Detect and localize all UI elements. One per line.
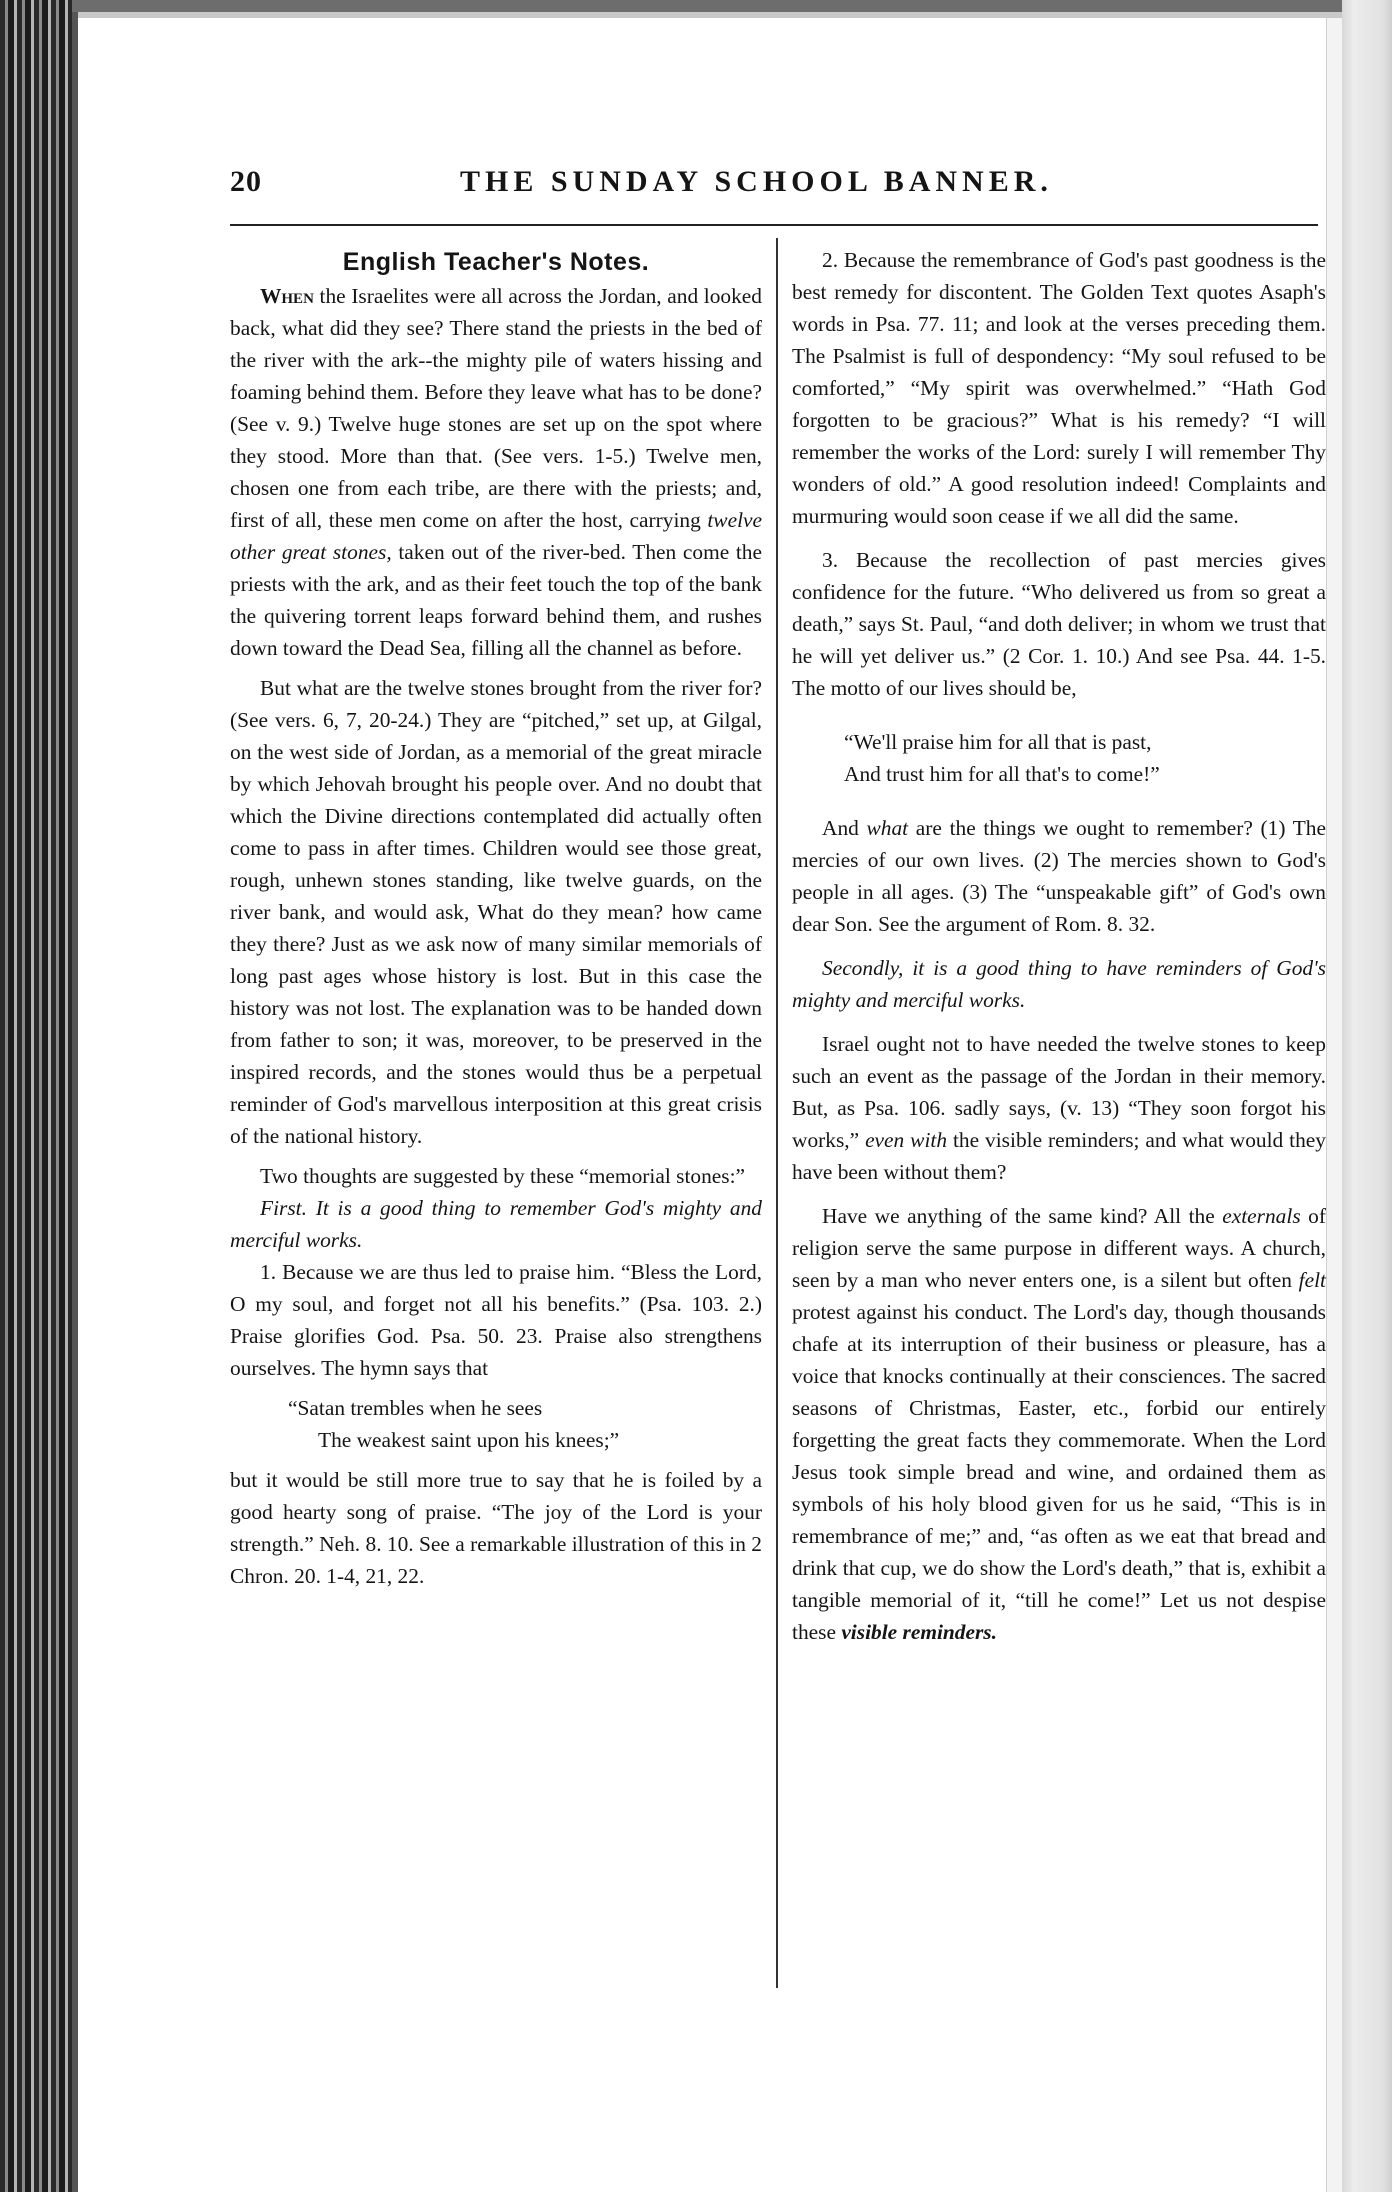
header-rule (230, 224, 1318, 226)
paragraph-text: protest against his conduct. The Lord's day, though thousands chafe at its interruption of their business or pleasure, has a voice that knocks continually at their consciences. The sacred seasons of Christmas, Easter, etc., forbid our entirely forgetting the great facts they commemorate. When the Lord Jesus took simple bread and wine, and ordained them as symbols of his holy blood given for us he said, “This is in remembrance of me;” and, “as often as we eat that bread and drink that cup, we do show the Lord's death,” that is, exhibit a tangible memorial of it, “till he come!” Let us not despise these (792, 1300, 1326, 1644)
paragraph-italic: what (866, 816, 909, 840)
left-column (230, 240, 762, 1592)
subheading-secondly: Secondly, it is a good thing to have reminders of God's mighty and merciful works. (792, 956, 1326, 1012)
column-divider (776, 238, 778, 1988)
paragraph-text: Israel ought not to have needed the twelve stones to keep such an event as the passage of the Jordan in their memory. But, as Psa. 106. sadly says, (v. 13) “They soon forgot his works,” (792, 1032, 1326, 1152)
paragraph-italic: externals (1222, 1204, 1301, 1228)
paragraph-italic: twelve other great stones, (230, 508, 762, 564)
running-title: THE SUNDAY SCHOOL BANNER. (460, 165, 1053, 198)
section-title: English Teacher's Notes. (342, 248, 650, 276)
paragraph-text: of religion serve the same purpose in different ways. A church, seen by a man who never enters one, is a silent but often (792, 1204, 1326, 1292)
hymn-line: The weakest saint upon his knees;” (318, 1428, 620, 1452)
paragraph-text: And (822, 816, 867, 840)
right-column (792, 240, 1326, 1648)
paragraph-text: taken out of the river-bed. Then come the priests with the ark, and as their feet touch the top of the bank the quivering torrent leaps forward behind them, and rushes down toward the Dead Sea, filling all the channel as before. (230, 540, 763, 660)
paragraph (792, 1200, 1326, 1648)
paragraph-text: the visible reminders; and what would they have been without them? (792, 1128, 1326, 1184)
drop-word: When (260, 284, 314, 308)
paragraph: 2. Because the remembrance of God's past goodness is the best remedy for discontent. The Golden Text quotes Asaph's words in Psa. 77. 11; and look at the verses preceding them. The Psalmist is full of despondency: “My soul refused to be comforted,” “My spirit was overwhelmed.” “Hath God forgotten to be gracious?” What is his remedy? “I will remember the works of the Lord: surely I will remember Thy wonders of old.” A good resolution indeed! Complaints and murmuring would soon cease if we all did the same. (792, 248, 1326, 528)
scan-binding-edge (0, 0, 72, 2192)
paragraph (792, 1028, 1326, 1188)
motto-quote (792, 726, 1326, 790)
scan-right-edge (1342, 0, 1392, 2192)
paragraph: 3. Because the recollection of past mercies gives confidence for the future. “Who delivered us from so great a death,” says St. Paul, “and doth deliver; in whom we trust that he will yet deliver us.” (2 Cor. 1. 10.) And see Psa. 44. 1-5. The motto of our lives should be, (792, 548, 1326, 700)
page-number: 20 (230, 165, 262, 198)
paragraph: Two thoughts are suggested by these “memorial stones:” (260, 1164, 746, 1188)
hymn-line: “Satan trembles when he sees (288, 1396, 543, 1420)
paragraph (230, 280, 762, 664)
paragraph-italic: felt (1298, 1268, 1326, 1292)
motto-line: “We'll praise him for all that is past, (844, 730, 1152, 754)
paragraph-italic: visible reminders. (841, 1620, 997, 1644)
paragraph: 1. Because we are thus led to praise him. “Bless the Lord, O my soul, and forget not all his benefits.” (Psa. 103. 2.) Praise glorifies God. Psa. 50. 23. Praise also strengthens ourselves. The hymn says that (230, 1260, 762, 1380)
scan-top-edge (72, 0, 1342, 12)
paragraph (792, 812, 1326, 940)
paragraph-italic: even with (865, 1128, 948, 1152)
subheading-first: First. It is a good thing to remember God's mighty and merciful works. (230, 1196, 762, 1252)
page-header (230, 165, 1320, 207)
paragraph: but it would be still more true to say that he is foiled by a good hearty song of praise. “The joy of the Lord is your strength.” Neh. 8. 10. See a remarkable illustration of this in 2 Chron. 20. 1-4, 21, 22. (230, 1468, 762, 1588)
hymn-quote (230, 1392, 762, 1456)
paragraph-text: are the things we ought to remember? (1) The mercies of our own lives. (2) The mercies shown to God's people in all ages. (3) The “unspeakable gift” of God's own dear Son. See the argument of Rom. 8. 32. (792, 816, 1327, 936)
motto-line: And trust him for all that's to come!” (844, 762, 1160, 786)
paragraph-text: the Israelites were all across the Jordan, and looked back, what did they see? There stand the priests in the bed of the river with the ark--the mighty pile of waters hissing and foaming behind them. Before they leave what has to be done? (See v. 9.) Twelve huge stones are set up on the spot where they stood. More than that. (See vers. 1-5.) Twelve men, chosen one from each tribe, are there with the priests; and, first of all, these men come on after the host, carrying (230, 284, 762, 532)
paragraph: But what are the twelve stones brought from the river for? (See vers. 6, 7, 20-24.) They are “pitched,” set up, at Gilgal, on the west side of Jordan, as a memorial of the great miracle by which Jehovah brought his people over. And no doubt that which the Divine directions contemplated did actually often come to pass in after times. Children would see those great, rough, unhewn stones standing, like twelve guards, on the river bank, and would ask, What do they mean? how came they there? Just as we ask now of many similar memorials of long past ages whose history is lost. But in this case the history was not lost. The explanation was to be handed down from father to son; it was, moreover, to be preserved in the inspired records, and the stones would thus be a perpetual reminder of God's marvellous interposition at this great crisis of the national history. (230, 676, 762, 1148)
page-fore-edge (1326, 18, 1343, 2192)
scan-top-shadow (78, 12, 1342, 18)
paragraph-text: Have we anything of the same kind? All the (822, 1204, 1223, 1228)
scan-binding-shadow (72, 0, 78, 2192)
